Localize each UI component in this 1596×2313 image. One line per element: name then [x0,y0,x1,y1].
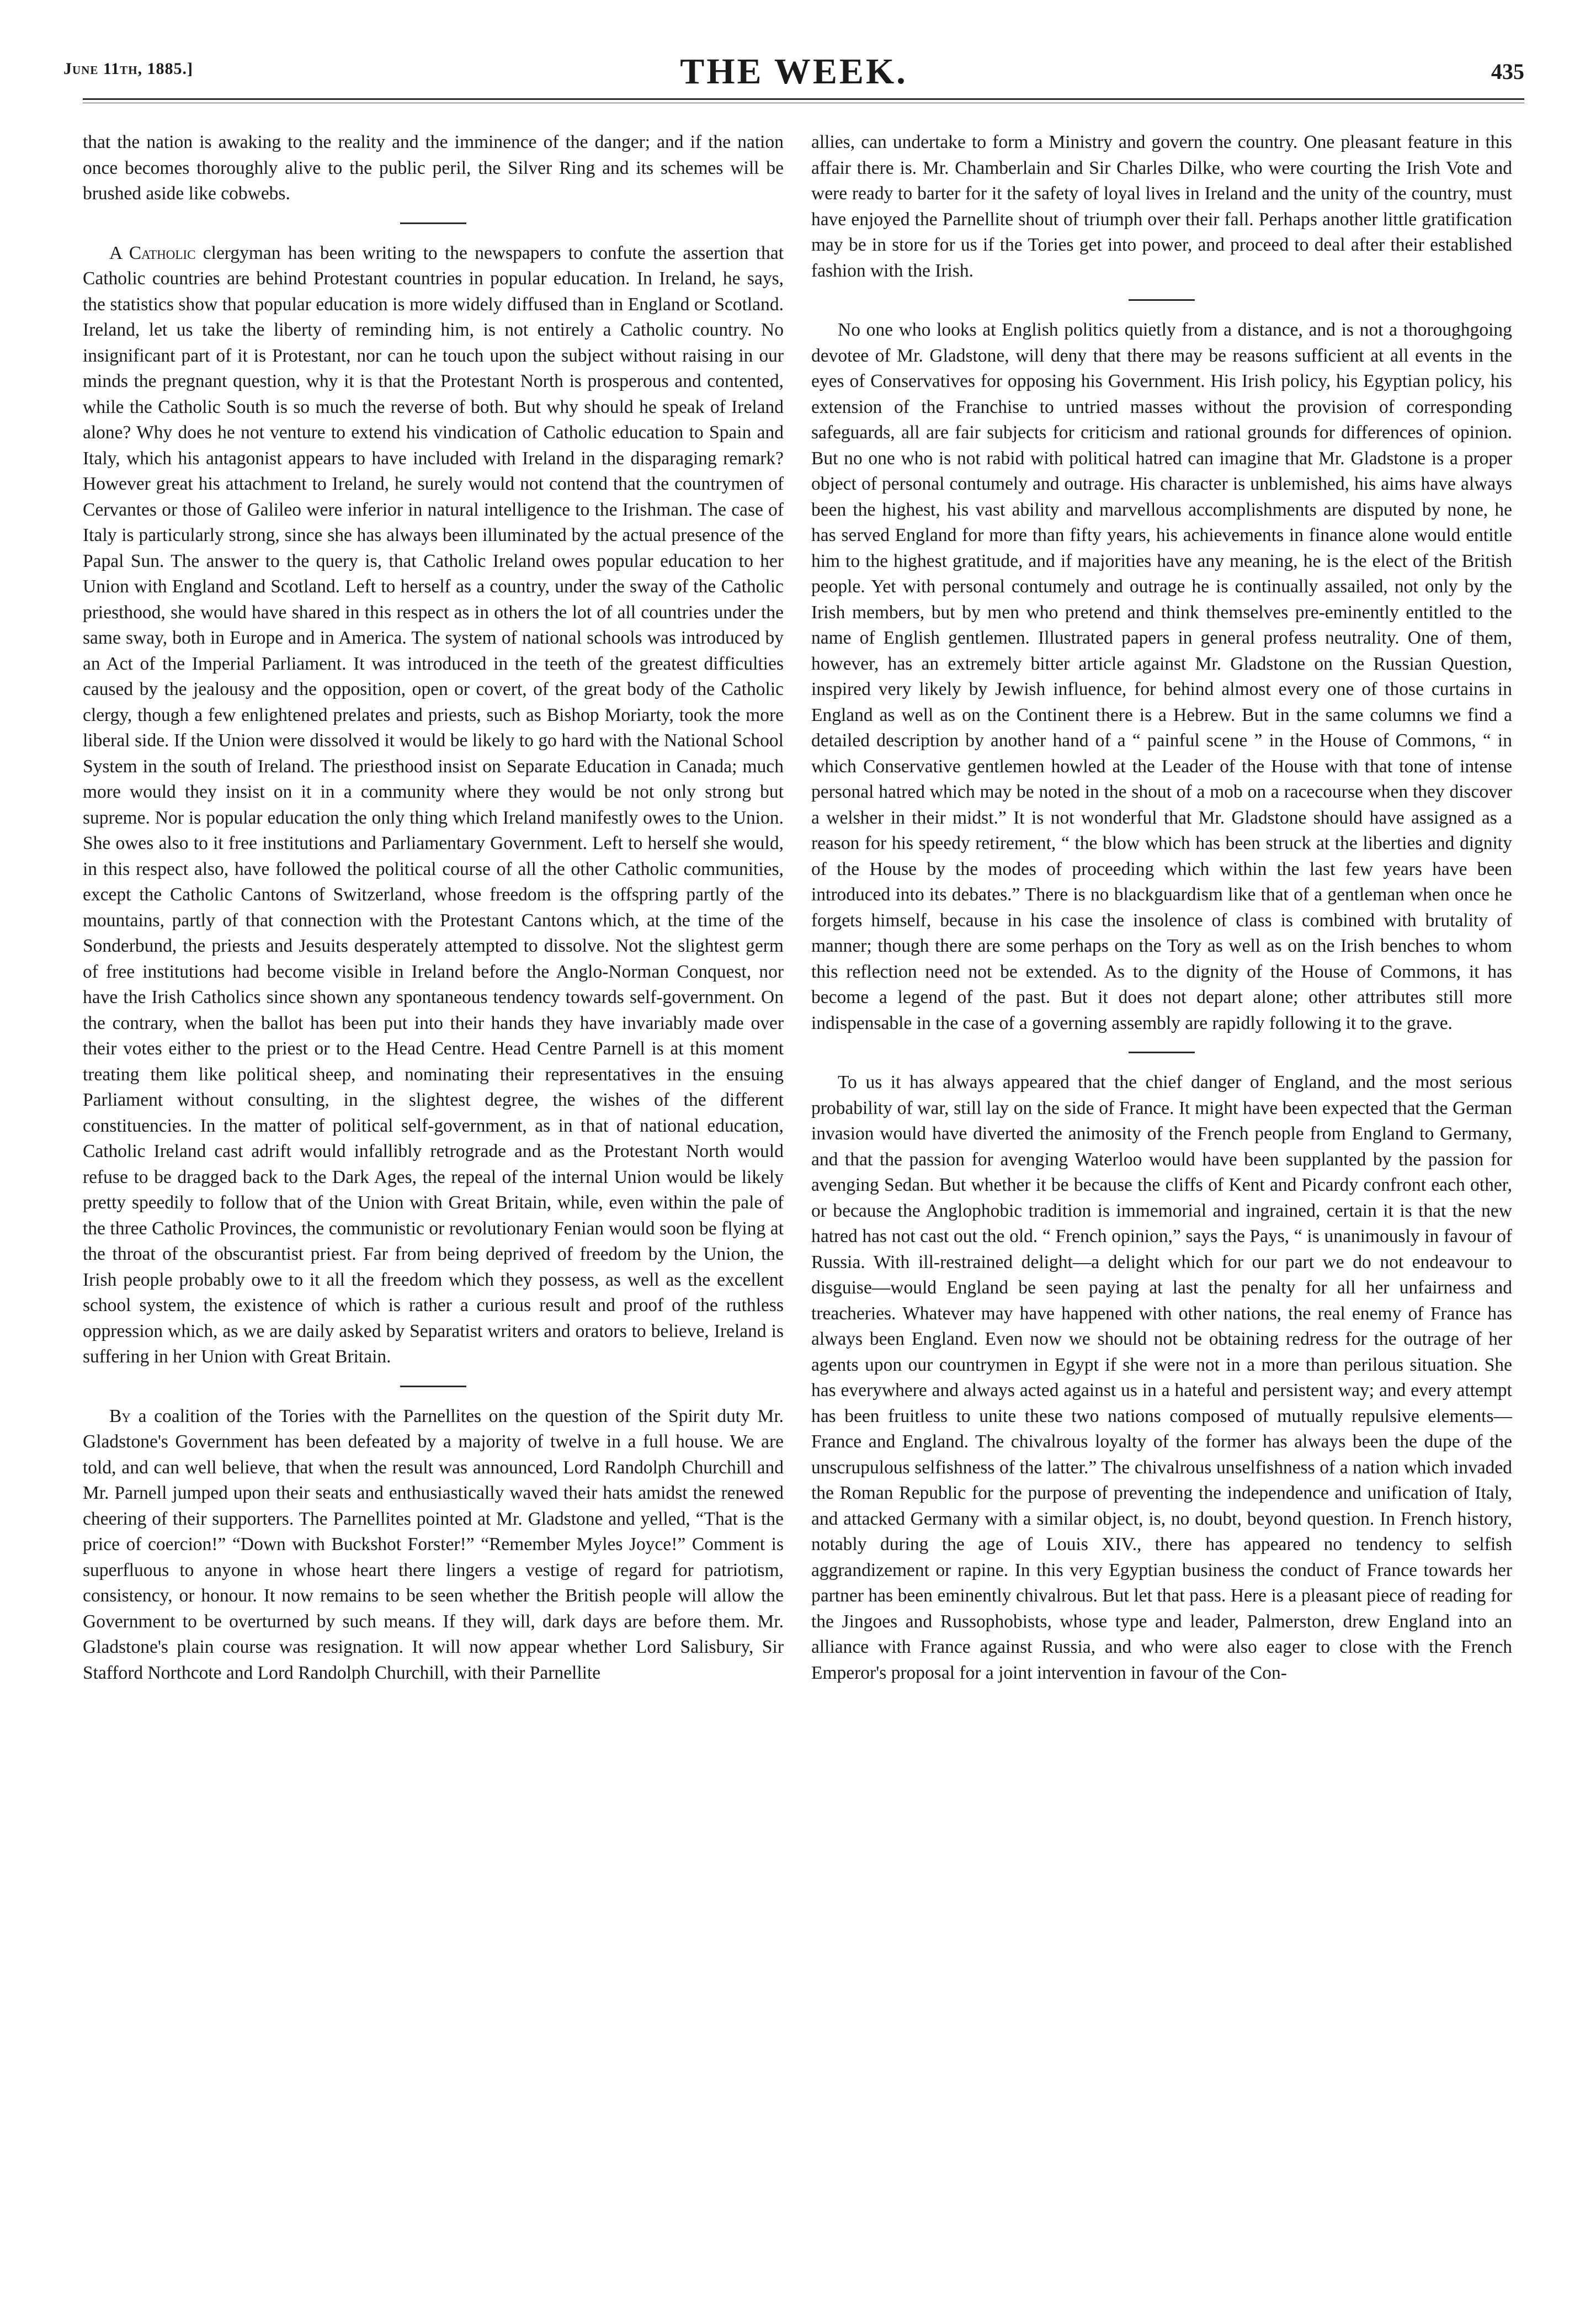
right-paragraph-1: allies, can undertake to form a Ministry and govern the country. One pleasant feature in this affair there is. Mr. Chamberlain and Sir Charles Dilke, who were courting the Irish Vote and were ready to barter for it the safety of loyal lives in Ireland and the unity of the country, must have enjoyed the Parnellite shout of triumph over their fall. Perhaps another little gratification may be in store for us if the Tories get into power, and proceed to deal after their established fashion with the Irish. [811,132,1512,281]
header-rule [83,98,1524,100]
paragraph-lead: A Catholic [109,242,196,263]
left-paragraph-2 [83,241,784,1370]
section-divider [400,1386,466,1387]
section-divider [400,222,466,224]
left-paragraph-1: that the nation is awaking to the reality and the imminence of the danger; and if the nation once becomes thoroughly alive to the public peril, the Silver Ring and its schemes will be brushed aside like cobwebs. [83,132,784,204]
right-paragraph-3: To us it has always appeared that the chief danger of England, and the most serious probability of war, still lay on the side of France. It might have been expected that the German invasion would have diverted the animosity of the French people from England to Germany, and that the passion for avenging Waterloo would have been supplanted by the passion for avenging Sedan. But whether it be because the cliffs of Kent and Picardy confront each other, or because the Anglophobic tradition is immemorial and ingrained, certain it is that the new hatred has not cast out the old. “ French opinion,” says the Pays, “ is unanimously in favour of Russia. With ill-restrained delight—a delight which for our part we do not endeavour to disguise—would England be seen paying at last the penalty for all her unfairness and treacheries. Whatever may have happened with other nations, the real enemy of France has always been England. Even now we should not be obtaining redress for the outrage of her agents upon our countrymen in Egypt if she were not in a more than perilous situation. She has everywhere and always acted against us in a hateful and persistent way; and every attempt has been fruitless to unite these two nations composed of mutually repulsive elements—France and England. The chivalrous loyalty of the former has always been the dupe of the unscrupulous selfishness of the latter.” The chivalrous unselfishness of a nation which invaded the Roman Republic for the purpose of preventing the independence and unification of Italy, and attacked Germany with a similar object, is, no doubt, beyond question. In French history, notably during the age of Louis XIV., there has appeared no tendency to selfish aggrandizement or rapine. In this very Egyptian business the conduct of France towards her partner has been eminently chivalrous. But let that pass. Here is a pleasant piece of reading for the Jingoes and Russophobists, whose type and leader, Palmerston, drew England into an alliance with France against Russia, and who were also eager to close with the French Emperor's proposal for a joint intervention in favour of the Con- [811,1072,1512,1683]
paragraph-lead: By [109,1405,131,1426]
page-number: 435 [1491,59,1524,84]
left-paragraph-3 [83,1404,784,1686]
paragraph-body: a coalition of the Tories with the Parnellites on the question of the Spirit duty Mr. Gladstone's Government has been defeated by a majority of twelve in a full house. We are told, and can well believe, that when the result was announced, Lord Randolph Churchill and Mr. Parnell jumped upon their seats and enthusiastically waved their hats amidst the renewed cheering of their supporters. The Parnellites pointed at Mr. Gladstone and yelled, “That is the price of coercion!” “Down with Buckshot Forster!” “Remember Myles Joyce!” Comment is superfluous to anyone in whose heart there lingers a vestige of regard for patriotism, consistency, or honour. It now remains to be seen whether the British people will allow the Government to be overturned by such means. If they will, dark days are before them. Mr. Gladstone's plain course was resignation. It will now appear whether Lord Salisbury, Sir Stafford Northcote and Lord Randolph Churchill, with their Parnellite [83,1405,784,1683]
publication-title: THE WEEK. [680,51,908,92]
page-header [63,51,1524,95]
paragraph-body: clergyman has been writing to the newspapers to confute the assertion that Catholic countries are behind Protestant countries in popular education. In Ireland, he says, the statistics show that popular education is more widely diffused than in England or Scotland. Ireland, let us take the liberty of reminding him, is not entirely a Catholic country. No insignificant part of it is Protestant, nor can he touch upon the subject without raising in our minds the pregnant question, why it is that the Protestant North is prosperous and contented, while the Catholic South is so much the reverse of both. But why should he speak of Ireland alone? Why does he not venture to extend his vindication of Catholic education to Spain and Italy, which his antagonist appears to have included with Ireland in the disparaging remark? However great his attachment to Ireland, he surely would not contend that the countrymen of Cervantes or those of Galileo were inferior in natural intelligence to the Irishman. The case of Italy is particularly strong, since she has always been illuminated by the actual presence of the Papal Sun. The answer to the query is, that Catholic Ireland owes popular education to her Union with England and Scotland. Left to herself as a country, under the sway of the Catholic priesthood, she would have shared in this respect as in others the lot of all countries under the same sway, both in Europe and in America. The system of national schools was introduced by an Act of the Imperial Parliament. It was introduced in the teeth of the greatest difficulties caused by the jealousy and the opposition, open or covert, of the great body of the Catholic clergy, though a few enlightened prelates and priests, such as Bishop Moriarty, took the more liberal side. If the Union were dissolved it would be likely to go hard with the National School System in the south of Ireland. The priesthood insist on Separate Education in Canada; much more would they insist on it in a community where they would be not only strong but supreme. Nor is popular education the only thing which Ireland manifestly owes to the Union. She owes also to it free institutions and Parliamentary Government. Left to herself she would, in this respect also, have followed the political course of all the other Catholic communities, except the Catholic Cantons of Switzerland, whose freedom is the offspring partly of the mountains, partly of that connection with the Protestant Cantons which, at the time of the Sonderbund, the priests and Jesuits desperately attempted to dissolve. Not the slightest germ of free institutions had become visible in Ireland before the Anglo-Norman Conquest, nor have the Irish Catholics since shown any spontaneous tendency towards self-government. On the contrary, when the ballot has been put into their hands they have invariably made over their votes either to the priest or to the Head Centre. Head Centre Parnell is at this moment treating them like political sheep, and nominating their representatives in the ensuing Parliament without consulting, in the slightest degree, the wishes of the different constituencies. In the matter of political self-government, as in that of national education, Catholic Ireland cast adrift would infallibly retrograde and as the Protestant North would refuse to be dragged back to the Dark Ages, the repeal of the internal Union would be likely pretty speedily to follow that of the Union with Great Britain, while, even within the pale of the three Catholic Provinces, the communistic or revolutionary Fenian would soon be flying at the throat of the obscurantist priest. Far from being deprived of freedom by the Union, the Irish people probably owe to it all the freedom which they possess, as well as the excellent school system, the existence of which is rather a curious result and proof of the ruthless oppression which, as we are daily asked by Separatist writers and orators to believe, Ireland is suffering in her Union with Great Britain. [83,242,784,1367]
issue-date: June 11th, 1885.] [63,60,194,78]
right-paragraph-2: No one who looks at English politics quietly from a distance, and is not a thoroughgoing devotee of Mr. Gladstone, will deny that there may be reasons sufficient at all events in the eyes of Conservatives for opposing his Government. His Irish policy, his Egyptian policy, his extension of the Franchise to untried masses without the provision of corresponding safeguards, all are fair subjects for criticism and rational grounds for differences of opinion. But no one who is not rabid with political hatred can imagine that Mr. Gladstone is a proper object of personal contumely and outrage. His character is unblemished, his aims have always been the highest, his vast ability and marvellous accomplishments are disputed by none, he has served England for more than fifty years, his achievements in finance alone would entitle him to the highest gratitude, and if majorities have any meaning, he is the elect of the British people. Yet with personal contumely and outrage he is continually assailed, not only by the Irish members, but by men who pretend and think themselves pre-eminently entitled to the name of English gentlemen. Illustrated papers in general profess neutrality. One of them, however, has an extremely bitter article against Mr. Gladstone on the Russian Question, inspired very likely by Jewish influence, for behind almost every one of those curtains in England as well as on the Continent there is a Hebrew. But in the same columns we find a detailed description by another hand of a “ painful scene ” in the House of Commons, “ in which Conservative gentlemen howled at the Leader of the House with that tone of intense personal hatred which may be noted in the shout of a mob on a racecourse when they discover a welsher in their midst.” It is not wonderful that Mr. Gladstone should have assigned as a reason for his speedy retirement, “ the blow which has been struck at the liberties and dignity of the House by the modes of proceeding which within the last few years have been introduced into its debates.” There is no blackguardism like that of a gentleman when once he forgets himself, because in his case the insolence of class is combined with brutality of manner; though there are some perhaps on the Tory as well as on the Irish benches to whom this reflection need not be extended. As to the dignity of the House of Commons, it has become a legend of the past. But it does not depart alone; other attributes still more indispensable in the case of a governing assembly are rapidly following it to the grave. [811,320,1512,1033]
right-column [811,130,1512,1686]
section-divider [1129,1052,1195,1053]
section-divider [1129,299,1195,301]
left-column [83,130,784,1686]
